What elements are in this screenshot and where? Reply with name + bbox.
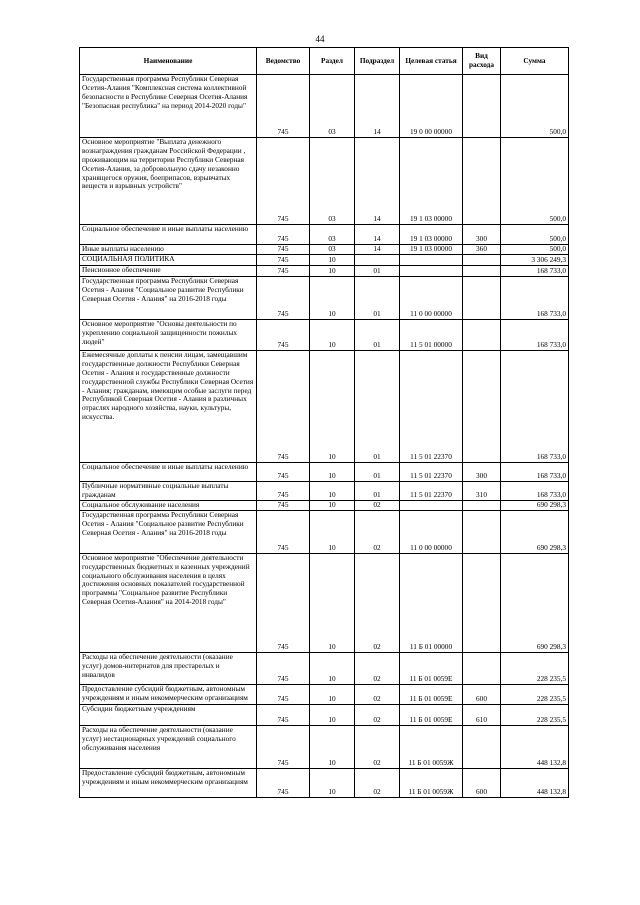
row-name: СОЦИАЛЬНАЯ ПОЛИТИКА bbox=[80, 255, 257, 266]
row-department: 745 bbox=[257, 463, 310, 482]
row-target: 11 Б 01 0059Е bbox=[400, 652, 463, 684]
row-expense-type: 610 bbox=[463, 704, 501, 725]
row-name: Расходы на обеспечение деятельности (оказание услуг) нестационарных учреждений социального обслуживания населения bbox=[80, 725, 257, 768]
row-section: 03 bbox=[310, 138, 355, 225]
row-amount: 690 298,3 bbox=[501, 553, 569, 652]
row-name: Социальное обслуживание населения bbox=[80, 500, 257, 510]
row-expense-type: 600 bbox=[463, 684, 501, 704]
row-amount: 168 733,0 bbox=[501, 277, 569, 320]
row-name: Государственная программа Республики Северная Осетия-Алания "Комплексная система коллективной безопасности в Республике Северная Осетия-Алания "Безопасная республика" на период 2014-2020 годы" bbox=[80, 75, 257, 138]
table-row bbox=[80, 245, 569, 255]
row-name: Пенсионное обеспечение bbox=[80, 266, 257, 277]
row-subsection: 01 bbox=[355, 351, 400, 463]
row-department: 745 bbox=[257, 245, 310, 255]
row-expense-type: 360 bbox=[463, 245, 501, 255]
row-amount: 168 733,0 bbox=[501, 266, 569, 277]
row-department: 745 bbox=[257, 684, 310, 704]
row-name: Основное мероприятие "Выплата денежного вознаграждения гражданам Российской Федерации , проживающим на территории Республики Северная Осетия-Алания, за добровольную сдачу незаконно хранящегося оружия, боеприпасов, взрывчатых веществ и взрывных устройств" bbox=[80, 138, 257, 225]
table-row bbox=[80, 510, 569, 553]
row-target: 11 5 01 00000 bbox=[400, 320, 463, 351]
row-section: 10 bbox=[310, 704, 355, 725]
row-subsection: 02 bbox=[355, 553, 400, 652]
row-section: 03 bbox=[310, 225, 355, 245]
row-amount: 448 132,8 bbox=[501, 725, 569, 768]
row-amount: 690 298,3 bbox=[501, 500, 569, 510]
row-target: 11 5 01 22370 bbox=[400, 463, 463, 482]
table-row bbox=[80, 463, 569, 482]
row-department: 745 bbox=[257, 768, 310, 797]
row-department: 745 bbox=[257, 277, 310, 320]
row-section: 03 bbox=[310, 75, 355, 138]
row-target: 11 5 01 22370 bbox=[400, 482, 463, 501]
row-target: 19 0 00 00000 bbox=[400, 75, 463, 138]
table-row bbox=[80, 266, 569, 277]
row-department: 745 bbox=[257, 553, 310, 652]
row-department: 745 bbox=[257, 482, 310, 501]
row-expense-type bbox=[463, 553, 501, 652]
table-header-row bbox=[80, 48, 569, 75]
row-target: 19 1 03 00000 bbox=[400, 245, 463, 255]
row-expense-type bbox=[463, 652, 501, 684]
row-target: 19 1 03 00000 bbox=[400, 138, 463, 225]
header-subsection: Подраздел bbox=[355, 48, 400, 75]
row-section: 10 bbox=[310, 277, 355, 320]
row-amount: 168 733,0 bbox=[501, 351, 569, 463]
row-subsection: 02 bbox=[355, 725, 400, 768]
row-name: Социальное обеспечение и иные выплаты населению bbox=[80, 463, 257, 482]
table-row bbox=[80, 652, 569, 684]
table-row bbox=[80, 138, 569, 225]
row-subsection: 02 bbox=[355, 510, 400, 553]
row-section: 10 bbox=[310, 266, 355, 277]
row-expense-type: 310 bbox=[463, 482, 501, 501]
table-row bbox=[80, 225, 569, 245]
table-row bbox=[80, 351, 569, 463]
row-target: 11 Б 01 0059Е bbox=[400, 704, 463, 725]
row-expense-type bbox=[463, 351, 501, 463]
row-name: Публичные нормативные социальные выплаты гражданам bbox=[80, 482, 257, 501]
row-section: 10 bbox=[310, 351, 355, 463]
row-amount: 500,0 bbox=[501, 75, 569, 138]
row-department: 745 bbox=[257, 225, 310, 245]
row-target: 11 0 00 00000 bbox=[400, 510, 463, 553]
row-subsection bbox=[355, 255, 400, 266]
row-section: 10 bbox=[310, 482, 355, 501]
row-target: 11 Б 01 00000 bbox=[400, 553, 463, 652]
row-subsection: 01 bbox=[355, 277, 400, 320]
row-section: 10 bbox=[310, 725, 355, 768]
row-department: 745 bbox=[257, 500, 310, 510]
row-department: 745 bbox=[257, 320, 310, 351]
row-name: Основное мероприятие "Основы деятельности по укреплению социальной защищенности пожилых людей" bbox=[80, 320, 257, 351]
row-section: 10 bbox=[310, 463, 355, 482]
row-name: Расходы на обеспечение деятельности (оказание услуг) домов-интернатов для престарелых и инвалидов bbox=[80, 652, 257, 684]
row-amount: 500,0 bbox=[501, 225, 569, 245]
row-target: 11 0 00 00000 bbox=[400, 277, 463, 320]
row-target: 11 5 01 22370 bbox=[400, 351, 463, 463]
row-expense-type bbox=[463, 277, 501, 320]
row-name: Социальное обеспечение и иные выплаты населению bbox=[80, 225, 257, 245]
row-subsection: 01 bbox=[355, 266, 400, 277]
row-subsection: 02 bbox=[355, 500, 400, 510]
row-name: Субсидии бюджетным учреждениям bbox=[80, 704, 257, 725]
row-subsection: 01 bbox=[355, 482, 400, 501]
row-amount: 500,0 bbox=[501, 245, 569, 255]
row-amount: 448 132,8 bbox=[501, 768, 569, 797]
row-section: 03 bbox=[310, 245, 355, 255]
row-expense-type: 300 bbox=[463, 463, 501, 482]
row-department: 745 bbox=[257, 255, 310, 266]
row-expense-type bbox=[463, 510, 501, 553]
row-subsection: 02 bbox=[355, 684, 400, 704]
row-section: 10 bbox=[310, 320, 355, 351]
header-amount: Сумма bbox=[501, 48, 569, 75]
row-expense-type bbox=[463, 500, 501, 510]
row-department: 745 bbox=[257, 725, 310, 768]
header-target: Целевая статья bbox=[400, 48, 463, 75]
page-number: 44 bbox=[315, 34, 325, 44]
row-department: 745 bbox=[257, 652, 310, 684]
header-name: Наименование bbox=[80, 48, 257, 75]
row-target bbox=[400, 266, 463, 277]
row-expense-type bbox=[463, 255, 501, 266]
row-expense-type bbox=[463, 75, 501, 138]
row-subsection: 01 bbox=[355, 463, 400, 482]
row-department: 745 bbox=[257, 351, 310, 463]
row-section: 10 bbox=[310, 684, 355, 704]
row-section: 10 bbox=[310, 768, 355, 797]
row-expense-type bbox=[463, 266, 501, 277]
table-row bbox=[80, 75, 569, 138]
table-row bbox=[80, 482, 569, 501]
header-department: Ведомство bbox=[257, 48, 310, 75]
row-section: 10 bbox=[310, 255, 355, 266]
header-section: Раздел bbox=[310, 48, 355, 75]
table-row bbox=[80, 684, 569, 704]
row-amount: 168 733,0 bbox=[501, 463, 569, 482]
row-name: Предоставление субсидий бюджетным, автономным учреждениям и иным некоммерческим организациям bbox=[80, 768, 257, 797]
row-subsection: 02 bbox=[355, 768, 400, 797]
row-subsection: 02 bbox=[355, 704, 400, 725]
row-target: 11 Б 01 0059Е bbox=[400, 684, 463, 704]
row-target: 11 Б 01 0059Ж bbox=[400, 768, 463, 797]
row-amount: 168 733,0 bbox=[501, 482, 569, 501]
row-amount: 228 235,5 bbox=[501, 652, 569, 684]
row-subsection: 14 bbox=[355, 225, 400, 245]
row-amount: 228 235,5 bbox=[501, 684, 569, 704]
row-name: Государственная программа Республики Северная Осетия - Алания "Социальное развитие Республики Северная Осетия - Алания" на 2016-2018 годы bbox=[80, 277, 257, 320]
table-row bbox=[80, 768, 569, 797]
table-row bbox=[80, 277, 569, 320]
row-amount: 500,0 bbox=[501, 138, 569, 225]
row-target: 11 Б 01 0059Ж bbox=[400, 725, 463, 768]
table-row bbox=[80, 725, 569, 768]
row-name: Иные выплаты населению bbox=[80, 245, 257, 255]
row-department: 745 bbox=[257, 75, 310, 138]
row-subsection: 14 bbox=[355, 75, 400, 138]
row-name: Государственная программа Республики Северная Осетия - Алания "Социальное развитие Республики Северная Осетия - Алания" на 2016-2018 годы bbox=[80, 510, 257, 553]
header-expense-type: Вид расхода bbox=[463, 48, 501, 75]
row-department: 745 bbox=[257, 266, 310, 277]
table-row bbox=[80, 704, 569, 725]
table-row bbox=[80, 320, 569, 351]
row-department: 745 bbox=[257, 510, 310, 553]
row-name: Предоставление субсидий бюджетным, автономным учреждениям и иным некоммерческим организациям bbox=[80, 684, 257, 704]
row-department: 745 bbox=[257, 138, 310, 225]
row-expense-type: 600 bbox=[463, 768, 501, 797]
row-target bbox=[400, 500, 463, 510]
row-amount: 228 235,5 bbox=[501, 704, 569, 725]
row-name: Ежемесячные доплаты к пенсии лицам, замещавшим государственные должности Республики Северная Осетия - Алания и государственные должности государственной службы Республики Северная Осетия - Алания; гражданам, имеющим особые заслуги перед Республикой Северная Осетия - Алания в различных отраслях народного хозяйства, науки, культуры, искусства. bbox=[80, 351, 257, 463]
row-expense-type: 300 bbox=[463, 225, 501, 245]
row-section: 10 bbox=[310, 553, 355, 652]
row-expense-type bbox=[463, 138, 501, 225]
row-section: 10 bbox=[310, 652, 355, 684]
row-department: 745 bbox=[257, 704, 310, 725]
row-section: 10 bbox=[310, 500, 355, 510]
budget-table bbox=[79, 47, 569, 798]
row-amount: 690 298,3 bbox=[501, 510, 569, 553]
table-row bbox=[80, 553, 569, 652]
row-expense-type bbox=[463, 725, 501, 768]
row-subsection: 02 bbox=[355, 652, 400, 684]
row-amount: 168 733,0 bbox=[501, 320, 569, 351]
row-expense-type bbox=[463, 320, 501, 351]
row-target bbox=[400, 255, 463, 266]
table-row bbox=[80, 255, 569, 266]
row-section: 10 bbox=[310, 510, 355, 553]
row-subsection: 14 bbox=[355, 245, 400, 255]
row-target: 19 1 03 00000 bbox=[400, 225, 463, 245]
row-subsection: 14 bbox=[355, 138, 400, 225]
row-name: Основное мероприятие "Обеспечение деятельности государственных бюджетных и казенных учреждений социального обслуживания населения в целях достижения основных показателей государственной программы "Социальное развитие Республики Северная Осетия-Алания" на 2014-2018 годы" bbox=[80, 553, 257, 652]
row-subsection: 01 bbox=[355, 320, 400, 351]
table-row bbox=[80, 500, 569, 510]
row-amount: 3 306 249,3 bbox=[501, 255, 569, 266]
